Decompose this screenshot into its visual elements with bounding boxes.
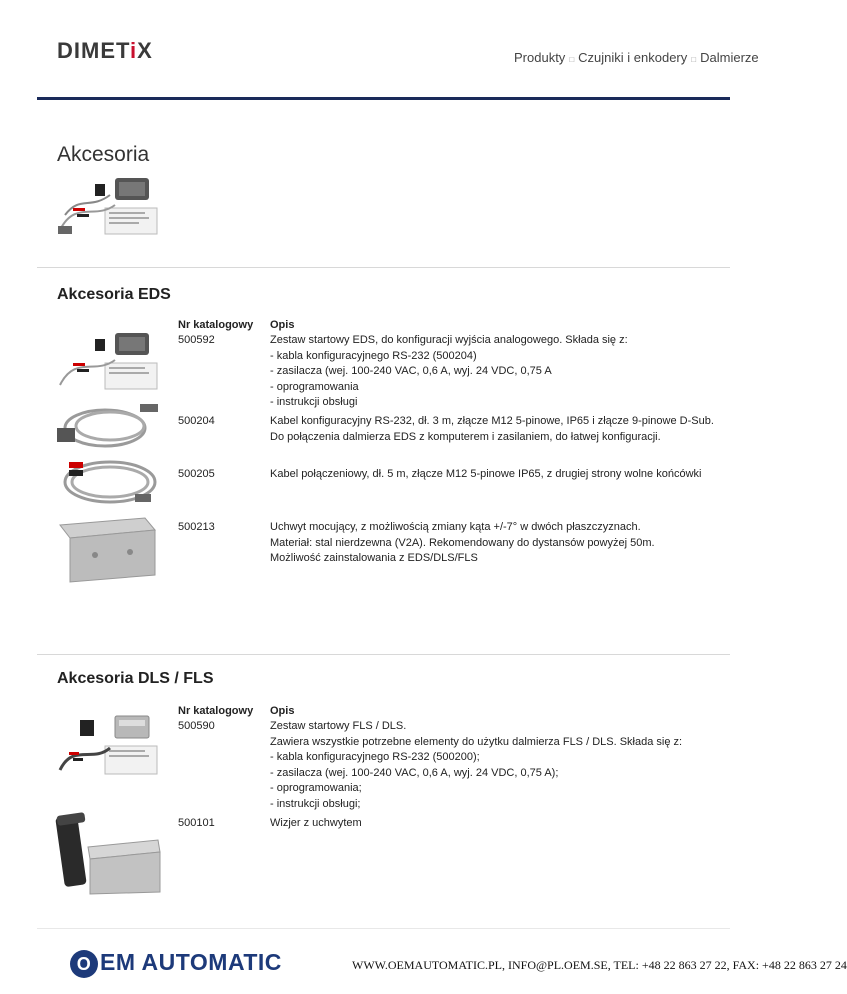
oem-logo-circle-icon: O <box>70 950 98 978</box>
dimetix-logo[interactable]: DIMETiX <box>57 38 153 63</box>
breadcrumb-separator-icon: □ <box>569 55 575 64</box>
section-divider <box>37 267 730 268</box>
item-description: Kabel połączeniowy, dł. 5 m, złącze M12 5-pinowe IP65, z drugiej strony wolne końcówki <box>270 468 702 480</box>
breadcrumb-separator-icon: □ <box>691 55 697 64</box>
item-description: Uchwyt mocujący, z możliwością zmiany kąta +/-7° w dwóch płaszczyznach. Materiał: stal nierdzewna (V2A). Rekomendowany do dystansów powyżej 50m. Możliwość zainstalowania z EDS/DLS/FLS <box>270 521 655 564</box>
item-description: Zestaw startowy EDS, do konfiguracji wyjścia analogowego. Składa się z: - kabla konfiguracyjnego RS-232 (500204) - zasilacza (wej. 100-240 VAC, 0,6 A, wyj. 24 VDC, 0,75 A - oprogramowania - instrukcji obsługi <box>270 334 628 408</box>
footer-contact: WWW.OEMAUTOMATIC.PL, INFO@PL.OEM.SE, TEL: +48 22 863 27 22, FAX: +48 22 863 27 24 <box>352 958 847 972</box>
catalog-number: 500590 <box>178 720 215 732</box>
catalog-number: 500213 <box>178 521 215 533</box>
footer-divider <box>37 928 730 929</box>
column-header-catalog: Nr katalogowy <box>178 319 254 331</box>
oem-automatic-logo[interactable]: O EM AUTOMATIC <box>70 949 282 978</box>
column-header-catalog: Nr katalogowy <box>178 705 254 717</box>
breadcrumb-item-czujniki[interactable]: Czujniki i enkodery <box>578 50 688 65</box>
rs232-cable-image <box>55 398 165 458</box>
viewfinder-holder-image <box>48 812 166 894</box>
page-title: Akcesoria <box>57 143 150 166</box>
column-header-desc: Opis <box>270 319 295 331</box>
connection-cable-image <box>55 452 165 510</box>
item-description: Kabel konfiguracyjny RS-232, dł. 3 m, złącze M12 5-pinowe, IP65 i złącze 9-pinowe D-Sub. Do połączenia dalmierza EDS z komputerem i zasilaniem, do łatwej konfiguracji. <box>270 415 714 443</box>
section-title-eds: Akcesoria EDS <box>57 286 171 303</box>
starter-kit-image <box>55 170 165 240</box>
catalog-number: 500592 <box>178 334 215 346</box>
catalog-number: 500205 <box>178 468 215 480</box>
column-header-desc: Opis <box>270 705 295 717</box>
section-divider <box>37 654 730 655</box>
catalog-number: 500101 <box>178 817 215 829</box>
starter-kit-dls-image <box>55 708 165 778</box>
item-description: Zestaw startowy FLS / DLS. Zawiera wszystkie potrzebne elementy do użytku dalmierza FLS / DLS. Składa się z: - kabla konfiguracyjnego RS-232 (500200); - zasilacza (wej. 100-240 VAC, 0,6 A, wyj. 24 VDC, 0,75 A); - oprogramowania; - instrukcji obsługi; <box>270 720 683 810</box>
mounting-bracket-image <box>55 510 165 585</box>
section-title-dls-fls: Akcesoria DLS / FLS <box>57 670 214 687</box>
starter-kit-eds-image <box>55 325 165 395</box>
header-divider <box>37 97 730 100</box>
item-description: Wizjer z uchwytem <box>270 817 362 829</box>
breadcrumb <box>514 50 759 65</box>
breadcrumb-item-dalmierze[interactable]: Dalmierze <box>700 50 759 65</box>
breadcrumb-item-produkty[interactable]: Produkty <box>514 50 566 65</box>
catalog-number: 500204 <box>178 415 215 427</box>
